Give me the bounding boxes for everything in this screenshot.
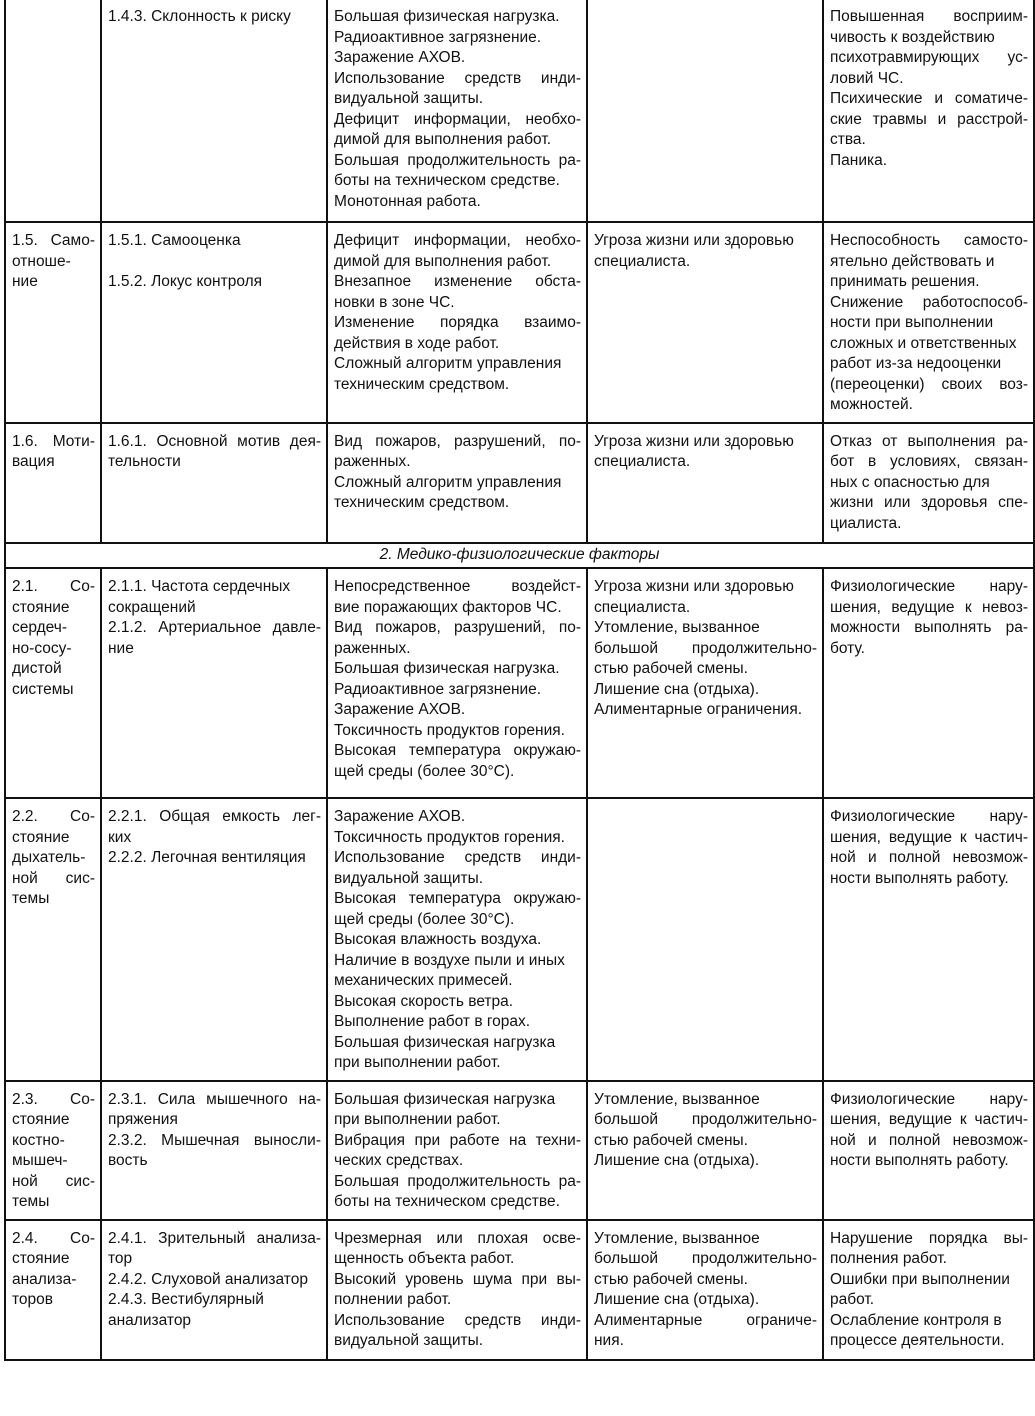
cell-line: шения, ведущие к частич- (830, 828, 1028, 846)
conditions-cell (327, 798, 587, 1081)
cell-line: стояние (12, 828, 70, 846)
cell-line: специалиста. (594, 453, 691, 470)
cell-line: шения, ведущие к частич- (830, 1111, 1028, 1128)
cell-line: работ из-за недооценки (830, 355, 1002, 372)
cell-line: специалиста. (594, 252, 691, 270)
cell-line: Повышенная восприим- (830, 8, 1028, 25)
cell-line: ния. (594, 1332, 624, 1349)
cell-line: 2.4.3. Вестибулярный (108, 1291, 264, 1308)
cell-line: Использование средств инди- (334, 1311, 581, 1329)
cell-line: Вибрация при работе на техни- (334, 1131, 581, 1149)
threats-cell (587, 1081, 823, 1220)
cell-line: Монотонная работа. (334, 192, 481, 210)
table-row (5, 0, 1034, 222)
cell-line: Психические и соматиче- (830, 90, 1028, 107)
cell-line: дыхатель- (12, 849, 86, 866)
conditions-cell (327, 423, 587, 543)
cell-line: Ошибки при выполнении (830, 1270, 1010, 1288)
cell-line: психотравмирующих ус- (830, 49, 1028, 66)
cell-line: вость (108, 1152, 148, 1169)
cell-line: Алиментарные ограничения. (594, 701, 803, 718)
cell-line: Высокий уровень шума при вы- (334, 1270, 581, 1288)
cell-line: но-сосу- (12, 639, 72, 657)
table-row (5, 1081, 1034, 1220)
cell-line: боту. (830, 639, 865, 657)
cell-line: сокращений (108, 598, 196, 616)
cell-line: Токсичность продуктов горения. (334, 828, 565, 846)
cell-line: Большая физическая нагрузка (334, 1090, 556, 1108)
factor-cell (5, 0, 101, 222)
cell-line (108, 252, 321, 273)
indicator-cell (101, 0, 327, 222)
cell-line: тор (108, 1250, 133, 1267)
cell-line: стояние (12, 1250, 70, 1267)
cell-line: Ослабление контроля в (830, 1311, 1002, 1329)
table-row (5, 222, 1034, 423)
cell-line: ятельно действовать и (830, 252, 995, 270)
cell-line: Угроза жизни или здоровью (594, 578, 794, 595)
cell-line: стью рабочей смены. (594, 1270, 748, 1288)
cell-line: 2.2.1. Общая емкость лег- (108, 808, 321, 825)
cell-line: Сложный алгоритм управления (334, 355, 562, 372)
conditions-cell (327, 222, 587, 423)
cell-line: техническим средством. (334, 494, 510, 511)
cell-line: 2.3.1. Сила мышечного на- (108, 1090, 321, 1108)
cell-line: анализа- (12, 1270, 77, 1288)
cell-line: полнении работ. (334, 1291, 452, 1308)
cell-line: ства. (830, 131, 866, 148)
cell-line: Утомление, вызванное (594, 619, 760, 636)
cell-line: механических примесей. (334, 972, 513, 989)
cell-line: (переоценки) своих воз- (830, 375, 1028, 393)
cell-line: Снижение работоспособ- (830, 293, 1028, 311)
cell-line: шения, ведущие к невоз- (830, 598, 1028, 616)
cell-line: 2.1. Со- (12, 578, 95, 595)
cell-line: видуальной защиты. (334, 869, 484, 887)
cell-line: Угроза жизни или здоровью (594, 432, 794, 450)
cell-line: Выполнение работ в горах. (334, 1013, 531, 1030)
cell-line: Утомление, вызванное (594, 1229, 760, 1247)
cell-line: сердеч- (12, 619, 68, 636)
consequences-cell (823, 423, 1034, 543)
cell-line: Нарушение порядка вы- (830, 1229, 1028, 1247)
indicator-cell (101, 568, 327, 798)
cell-line: Неспособность самосто- (830, 232, 1028, 249)
cell-line: анализатор (108, 1311, 192, 1329)
cell-line: Высокая влажность воздуха. (334, 931, 542, 948)
cell-line: сложных и ответственных (830, 334, 1017, 352)
cell-line: раженных. (334, 453, 411, 470)
cell-line: Физиологические нару- (830, 808, 1028, 825)
cell-line: полнения работ. (830, 1250, 947, 1267)
threats-cell (587, 423, 823, 543)
conditions-cell (327, 568, 587, 798)
consequences-cell (823, 568, 1034, 798)
cell-line: Большая продолжительность ра- (334, 1172, 581, 1190)
table-row (5, 1220, 1034, 1360)
cell-line: Высокая температура окружаю- (334, 890, 581, 907)
cell-line: Заражение АХОВ. (334, 49, 466, 66)
cell-line: 2.2.2. Легочная вентиляция (108, 849, 306, 866)
cell-line: Высокая температура окружаю- (334, 742, 581, 759)
cell-line: ных с опасностью для (830, 473, 990, 491)
cell-line: 1.6.1. Основной мотив дея- (108, 432, 321, 450)
cell-line: 2.4.1. Зрительный анализа- (108, 1229, 321, 1247)
cell-line: чивость к воздействию (830, 28, 995, 46)
cell-line: Большая продолжительность ра- (334, 151, 581, 169)
cell-line: дистой (12, 660, 62, 677)
cell-line: Лишение сна (отдыха). (594, 1152, 760, 1169)
cell-line: системы (12, 680, 74, 698)
threats-cell (587, 568, 823, 798)
cell-line: работ. (830, 1291, 875, 1308)
cell-line: Дефицит информации, необхо- (334, 110, 581, 128)
threats-cell (587, 1220, 823, 1360)
cell-line: стояние (12, 1111, 70, 1128)
conditions-cell (327, 1081, 587, 1220)
cell-line: Лишение сна (отдыха). (594, 680, 760, 698)
cell-line: димой для выполнения работ. (334, 131, 552, 148)
section-title: 2. Медико-физиологические факторы (5, 543, 1034, 569)
cell-line: Токсичность продуктов горения. (334, 721, 565, 739)
table-row (5, 423, 1034, 543)
cell-line: бот в условиях, связан- (830, 453, 1028, 470)
cell-line: вация (12, 453, 55, 470)
cell-line: стояние (12, 598, 70, 616)
cell-line: Использование средств инди- (334, 849, 581, 866)
cell-line: большой продолжительно- (594, 639, 817, 657)
cell-line: большой продолжительно- (594, 1250, 817, 1267)
threats-cell (587, 222, 823, 423)
cell-line: циалиста. (830, 514, 902, 532)
cell-line: Лишение сна (отдыха). (594, 1291, 760, 1308)
factor-cell (5, 1220, 101, 1360)
cell-line: 1.5.1. Самооценка (108, 232, 241, 249)
cell-line: ние (12, 273, 38, 290)
cell-line: Внезапное изменение обста- (334, 273, 581, 290)
cell-line: Отказ от выполнения ра- (830, 432, 1028, 450)
cell-line: действия в ходе работ. (334, 334, 500, 352)
cell-line: Утомление, вызванное (594, 1090, 760, 1108)
cell-line: техническим средством. (334, 375, 510, 393)
conditions-cell (327, 1220, 587, 1360)
cell-line: костно- (12, 1131, 65, 1149)
cell-line: Паника. (830, 151, 888, 169)
cell-line: ности выполнять работу. (830, 869, 1009, 887)
factors-table (4, 0, 1035, 1361)
cell-line: 2.1.2. Артериальное давле- (108, 619, 321, 636)
cell-line: ловий ЧС. (830, 69, 904, 87)
cell-line: Большая физическая нагрузка (334, 1033, 556, 1051)
cell-line: при выполнении работ. (334, 1111, 501, 1128)
indicator-cell (101, 222, 327, 423)
cell-line: Радиоактивное загрязнение. (334, 28, 542, 46)
threats-cell (587, 0, 823, 222)
consequences-cell (823, 1081, 1034, 1220)
cell-line: ной сис- (12, 869, 95, 887)
cell-line: 2.4.2. Слуховой анализатор (108, 1270, 308, 1288)
cell-line: Угроза жизни или здоровью (594, 232, 794, 249)
cell-line: Заражение АХОВ. (334, 808, 466, 825)
cell-line: щенность объекта работ. (334, 1250, 515, 1267)
factor-cell (5, 1081, 101, 1220)
cell-line: ности выполнять работу. (830, 1152, 1009, 1169)
section-header-row (5, 543, 1034, 569)
cell-line: Радиоактивное загрязнение. (334, 680, 542, 698)
indicator-cell (101, 798, 327, 1081)
cell-line: щей среды (более 30°С). (334, 910, 515, 928)
cell-line: Сложный алгоритм управления (334, 473, 562, 491)
cell-line: ной и полной невозмож- (830, 849, 1028, 866)
cell-line: можностей. (830, 396, 913, 413)
cell-line: Физиологические нару- (830, 578, 1028, 595)
cell-line: 2.2. Со- (12, 808, 95, 825)
cell-line: Наличие в воздухе пыли и иных (334, 951, 565, 969)
cell-line: 2.4. Со- (12, 1229, 95, 1247)
indicator-cell (101, 1081, 327, 1220)
cell-line: темы (12, 1193, 50, 1210)
factor-cell (5, 222, 101, 423)
factor-cell (5, 423, 101, 543)
cell-line: ких (108, 828, 132, 846)
cell-line: Использование средств инди- (334, 69, 581, 87)
consequences-cell (823, 1220, 1034, 1360)
cell-line: ческих средствах. (334, 1152, 464, 1169)
cell-line: 2.3.2. Мышечная выносли- (108, 1131, 321, 1149)
cell-line: 2.1.1. Частота сердечных (108, 578, 291, 595)
cell-line: 1.5. Само- (12, 232, 95, 249)
cell-line: Изменение порядка взаимо- (334, 314, 581, 331)
cell-line: 2.3. Со- (12, 1090, 95, 1108)
consequences-cell (823, 0, 1034, 222)
cell-line: тельности (108, 453, 181, 470)
consequences-cell (823, 222, 1034, 423)
factor-cell (5, 568, 101, 798)
cell-line: боты на техническом средстве. (334, 172, 560, 189)
cell-line: Физиологические нару- (830, 1090, 1028, 1108)
cell-line: ной сис- (12, 1172, 95, 1190)
cell-line: вие поражающих факторов ЧС. (334, 598, 562, 616)
cell-line: отноше- (12, 252, 71, 270)
cell-line: можности выполнять ра- (830, 619, 1028, 636)
cell-line: принимать решения. (830, 273, 980, 290)
cell-line: Вид пожаров, разрушений, по- (334, 619, 581, 636)
cell-line: Большая физическая нагрузка. (334, 660, 560, 677)
cell-line: Большая физическая нагрузка. (334, 8, 560, 25)
cell-line: стью рабочей смены. (594, 1131, 748, 1149)
cell-line: 1.4.3. Склонность к риску (108, 8, 291, 25)
cell-line: при выполнении работ. (334, 1054, 501, 1071)
cell-line: стью рабочей смены. (594, 660, 748, 677)
cell-line: ские травмы и расстрой- (830, 110, 1028, 128)
threats-cell (587, 798, 823, 1081)
cell-line: торов (12, 1291, 54, 1308)
indicator-cell (101, 1220, 327, 1360)
cell-line: видуальной защиты. (334, 1332, 484, 1349)
cell-line: Непосредственное воздейст- (334, 578, 581, 595)
consequences-cell (823, 798, 1034, 1081)
cell-line: Алиментарные ограниче- (594, 1311, 817, 1329)
cell-line: ние (108, 639, 134, 657)
cell-line: процессе деятельности. (830, 1332, 1005, 1349)
conditions-cell (327, 0, 587, 222)
cell-line: пряжения (108, 1111, 178, 1128)
cell-line: 1.5.2. Локус контроля (108, 273, 263, 290)
cell-line: видуальной защиты. (334, 90, 484, 107)
cell-line: Чрезмерная или плохая осве- (334, 1229, 581, 1247)
cell-line: раженных. (334, 639, 411, 657)
cell-line: новки в зоне ЧС. (334, 293, 455, 311)
indicator-cell (101, 423, 327, 543)
factor-cell (5, 798, 101, 1081)
cell-line: жизни или здоровья спе- (830, 494, 1028, 511)
cell-line: специалиста. (594, 598, 691, 616)
cell-line: 1.6. Моти- (12, 432, 95, 450)
table-row (5, 568, 1034, 798)
cell-line: Высокая скорость ветра. (334, 992, 514, 1010)
cell-line: Вид пожаров, разрушений, по- (334, 432, 581, 450)
cell-line: щей среды (более 30°С). (334, 762, 515, 780)
cell-line: ной и полной невозмож- (830, 1131, 1028, 1149)
table-row (5, 798, 1034, 1081)
cell-line: Заражение АХОВ. (334, 701, 466, 718)
cell-line: темы (12, 890, 50, 907)
cell-line: Дефицит информации, необхо- (334, 232, 581, 249)
cell-line: ности при выполнении (830, 314, 994, 331)
cell-line: большой продолжительно- (594, 1111, 817, 1128)
cell-line: мышеч- (12, 1152, 68, 1169)
cell-line: димой для выполнения работ. (334, 252, 552, 270)
cell-line: боты на техническом средстве. (334, 1193, 560, 1210)
